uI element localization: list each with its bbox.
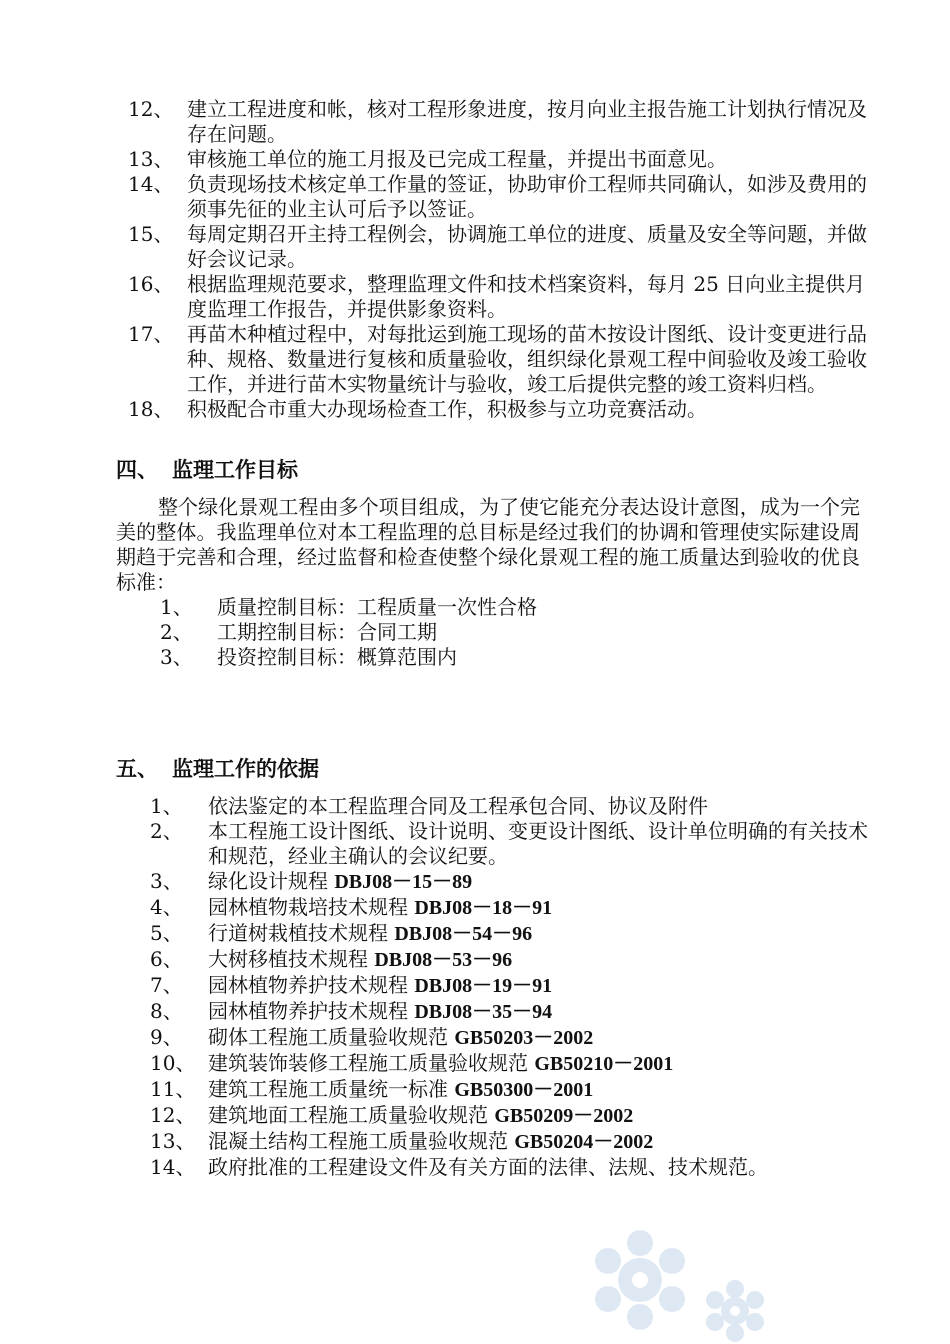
item-number: 13、 — [128, 147, 174, 171]
standard-code: DBJ08－15－89 — [334, 871, 473, 893]
item-text — [208, 895, 868, 921]
item-label: 混凝土结构工程施工质量验收规范 — [208, 1129, 515, 1153]
item-text — [208, 947, 868, 973]
item-text: 审核施工单位的施工月报及已完成工程量，并提出书面意见。 — [187, 147, 727, 171]
item-text — [208, 869, 868, 895]
item-number: 1、 — [160, 595, 193, 619]
heading-number: 四、 — [116, 458, 158, 482]
item-text — [208, 1077, 868, 1103]
list-item — [0, 322, 950, 397]
list-item — [0, 97, 950, 147]
goals-paragraph: 整个绿化景观工程由多个项目组成，为了使它能充分表达设计意图，成为一个完美的整体。我监理单位对本工程监理的总目标是经过我们的协调和管理使实际建设周期趋于完善和合理，经过监督和检查使整个绿化景观工程的施工质量达到验收的优良标准： — [116, 495, 860, 594]
list-item — [0, 973, 950, 999]
standard-code: GB50203－2002 — [454, 1027, 594, 1049]
item-number: 8、 — [150, 999, 183, 1023]
item-text: 积极配合市重大办现场检查工作，积极参与立功竞赛活动。 — [187, 397, 707, 421]
item-number: 9、 — [150, 1025, 183, 1049]
item-number: 6、 — [150, 947, 183, 971]
heading-title: 监理工作目标 — [172, 458, 298, 482]
item-label: 砌体工程施工质量验收规范 — [208, 1025, 455, 1049]
section-heading-goals — [116, 455, 298, 485]
standard-code: GB50210－2001 — [534, 1053, 674, 1075]
goals-list — [0, 595, 950, 670]
item-text: 每周定期召开主持工程例会，协调施工单位的进度、质量及安全等问题，并做好会议记录。 — [187, 222, 867, 271]
item-text — [208, 1051, 868, 1077]
snowflake-watermark-icon — [700, 1278, 770, 1344]
list-item — [0, 1155, 950, 1180]
standard-code: GB50300－2001 — [454, 1079, 594, 1101]
item-text: 质量控制目标：工程质量一次性合格 — [217, 595, 537, 619]
item-text: 建立工程进度和帐，核对工程形象进度，按月向业主报告施工计划执行情况及存在问题。 — [187, 97, 867, 146]
list-item — [0, 147, 950, 172]
list-item — [0, 620, 950, 645]
basis-list — [0, 794, 950, 1180]
list-item — [0, 794, 950, 819]
list-item — [0, 895, 950, 921]
item-text — [208, 999, 868, 1025]
item-label: 园林植物栽培技术规程 — [208, 895, 415, 919]
list-item — [0, 819, 950, 869]
item-text — [208, 921, 868, 947]
standard-code: GB50204－2002 — [514, 1131, 654, 1153]
standard-code: DBJ08－54－96 — [394, 923, 533, 945]
list-item — [0, 645, 950, 670]
list-item — [0, 1077, 950, 1103]
list-item — [0, 595, 950, 620]
item-text — [208, 1025, 868, 1051]
item-number: 7、 — [150, 973, 183, 997]
item-number: 3、 — [150, 869, 183, 893]
item-text — [208, 794, 868, 819]
item-number: 14、 — [128, 172, 174, 196]
standard-code: DBJ08－35－94 — [414, 1001, 553, 1023]
standard-code: DBJ08－53－96 — [374, 949, 513, 971]
item-text: 工期控制目标：合同工期 — [217, 620, 437, 644]
item-number: 13、 — [150, 1129, 196, 1153]
standard-code: DBJ08－19－91 — [414, 975, 553, 997]
item-label: 建筑地面工程施工质量验收规范 — [208, 1103, 495, 1127]
list-item — [0, 397, 950, 422]
item-text — [208, 1129, 868, 1155]
item-label: 建筑装饰装修工程施工质量验收规范 — [208, 1051, 535, 1075]
item-text: 再苗木种植过程中，对每批运到施工现场的苗木按设计图纸、设计变更进行品种、规格、数量进行复核和质量验收，组织绿化景观工程中间验收及竣工验收工作，并进行苗木实物量统计与验收，竣工后提供完整的竣工资料归档。 — [187, 322, 867, 396]
item-number: 3、 — [160, 645, 193, 669]
item-label: 政府批准的工程建设文件及有关方面的法律、法规、技术规范。 — [208, 1155, 768, 1179]
list-item — [0, 1103, 950, 1129]
item-number: 18、 — [128, 397, 174, 421]
item-number: 17、 — [128, 322, 174, 346]
list-item — [0, 272, 950, 322]
item-label: 建筑工程施工质量统一标准 — [208, 1077, 455, 1101]
item-text — [208, 973, 868, 999]
item-number: 2、 — [150, 819, 183, 843]
item-label: 园林植物养护技术规程 — [208, 999, 415, 1023]
list-item — [0, 869, 950, 895]
list-item — [0, 222, 950, 272]
standard-code: DBJ08－18－91 — [414, 897, 553, 919]
item-number: 15、 — [128, 222, 174, 246]
list-item — [0, 947, 950, 973]
item-label: 园林植物养护技术规程 — [208, 973, 415, 997]
heading-title: 监理工作的依据 — [172, 757, 319, 781]
item-text: 根据监理规范要求，整理监理文件和技术档案资料，每月 25 日向业主提供月度监理工作报告，并提供影象资料。 — [187, 272, 866, 321]
list-item — [0, 1025, 950, 1051]
item-number: 14、 — [150, 1155, 196, 1179]
item-text — [208, 819, 868, 869]
item-text — [208, 1103, 868, 1129]
duties-list — [0, 97, 950, 422]
item-number: 12、 — [128, 97, 174, 121]
list-item — [0, 999, 950, 1025]
item-number: 2、 — [160, 620, 193, 644]
item-label: 行道树栽植技术规程 — [208, 921, 395, 945]
item-number: 12、 — [150, 1103, 196, 1127]
list-item — [0, 1051, 950, 1077]
item-label: 绿化设计规程 — [208, 869, 335, 893]
item-number: 10、 — [150, 1051, 196, 1075]
item-number: 11、 — [150, 1077, 196, 1101]
heading-number: 五、 — [116, 757, 158, 781]
item-number: 16、 — [128, 272, 174, 296]
item-label: 大树移植技术规程 — [208, 947, 375, 971]
snowflake-watermark-icon — [585, 1225, 695, 1335]
item-number: 5、 — [150, 921, 183, 945]
item-label: 依法鉴定的本工程监理合同及工程承包合同、协议及附件 — [208, 794, 708, 818]
standard-code: GB50209－2002 — [494, 1105, 634, 1127]
item-label: 本工程施工设计图纸、设计说明、变更设计图纸、设计单位明确的有关技术和规范，经业主确认的会议纪要。 — [208, 819, 868, 868]
item-text: 负责现场技术核定单工作量的签证，协助审价工程师共同确认，如涉及费用的须事先征的业主认可后予以签证。 — [187, 172, 867, 221]
list-item — [0, 921, 950, 947]
list-item — [0, 1129, 950, 1155]
item-number: 1、 — [150, 794, 183, 818]
list-item — [0, 172, 950, 222]
item-text: 投资控制目标：概算范围内 — [217, 645, 457, 669]
section-heading-basis — [116, 754, 319, 784]
item-text — [208, 1155, 868, 1180]
item-number: 4、 — [150, 895, 183, 919]
